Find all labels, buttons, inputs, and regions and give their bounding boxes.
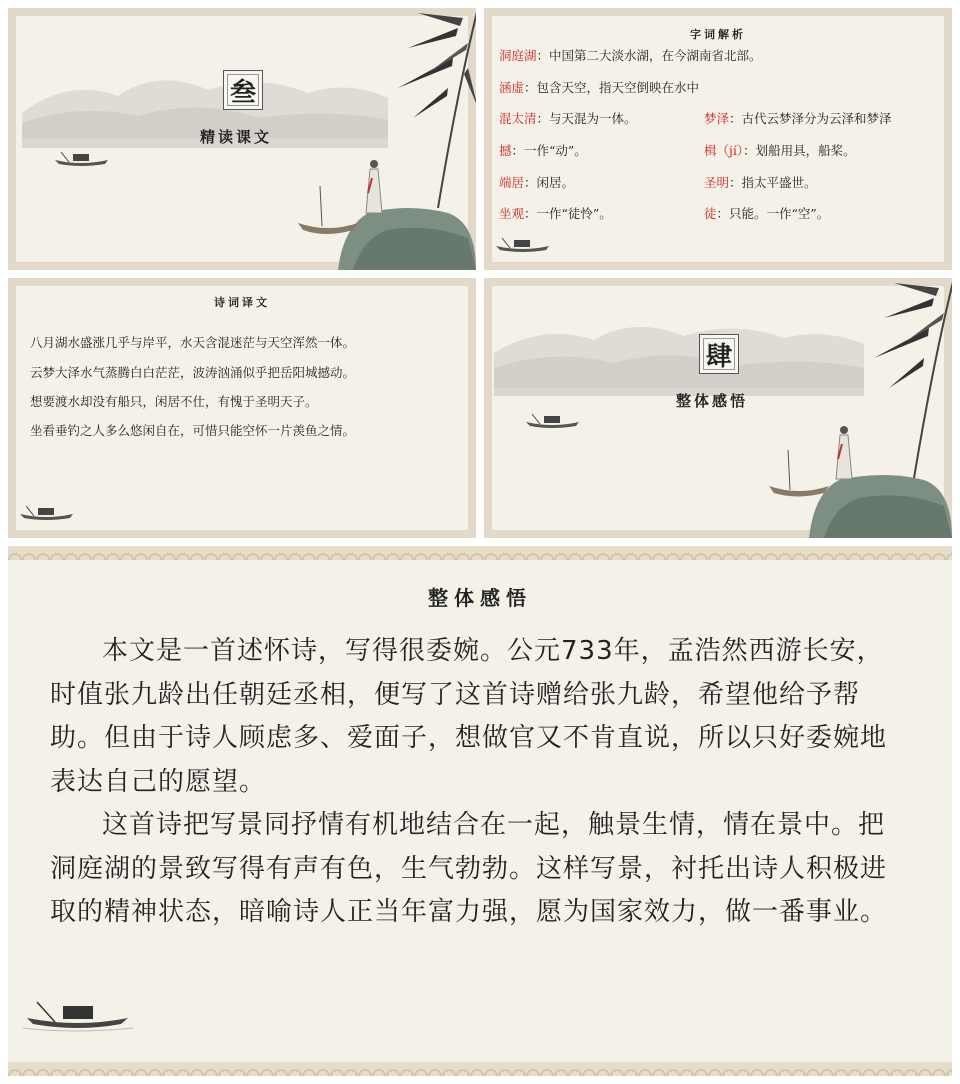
gloss-item (704, 208, 829, 221)
gloss-term: 涵虚 (499, 80, 525, 95)
gloss-term: 混太清 (499, 111, 537, 126)
slide-reflection-cover[interactable] (484, 278, 952, 538)
gloss-term: 撼 (499, 143, 512, 158)
slide-title: 字词解析 (690, 28, 746, 41)
boat-icon (53, 148, 113, 168)
body-text (50, 630, 910, 935)
gloss-term: 坐观 (499, 206, 525, 221)
slide-reflection-content[interactable] (8, 546, 952, 1076)
gloss-text: ：闲居。 (524, 175, 575, 190)
gloss-term: 圣明 (704, 175, 730, 190)
bamboo-icon (844, 278, 952, 478)
gloss-item (499, 145, 587, 158)
gloss-text: ：指太平盛世。 (729, 175, 817, 190)
gloss-text: ：古代云梦泽分为云泽和梦泽 (729, 111, 892, 126)
gloss-text: ：一作“徒怜”。 (524, 206, 612, 221)
slide-title: 整体感悟 (428, 586, 532, 610)
slide-subtitle: 整体感悟 (676, 392, 749, 410)
bottom-wave-border (8, 1062, 952, 1076)
gloss-text: ：只能。一作“空”。 (716, 206, 830, 221)
gloss-term: 徒 (704, 206, 717, 221)
slide-title: 诗词译文 (214, 296, 270, 309)
boat-icon (18, 502, 78, 522)
gloss-item (499, 208, 612, 221)
top-wave-border (8, 546, 952, 560)
seal-character: 叁 (229, 77, 256, 108)
gloss-term: 楫（jí） (704, 143, 744, 158)
gloss-term: 洞庭湖 (499, 48, 537, 63)
translation-line: 八月湖水盛涨几乎与岸平，水天含混迷茫与天空浑然一体。 (30, 335, 356, 350)
paragraph: 本文是一首述怀诗，写得很委婉。公元733年，孟浩然西游长安，时值张九龄出任朝廷丞相，便写了这首诗赠给张九龄，希望他给予帮助。但由于诗人顾虑多、爱面子，想做官又不肯直说，所以只好委婉地表达自己的愿望。 (50, 636, 888, 797)
gloss-text: ：与天混为一体。 (536, 111, 637, 126)
gloss-item (499, 50, 762, 63)
gloss-text: ：包含天空，指天空倒映在水中 (524, 80, 700, 95)
slide-subtitle: 精读课文 (200, 128, 273, 146)
gloss-item (704, 113, 892, 126)
seal-character: 肆 (705, 341, 732, 372)
section-seal (699, 334, 739, 374)
gloss-item (499, 82, 699, 95)
gloss-item (499, 177, 574, 190)
gloss-text: ：中国第二大淡水湖，在今湖南省北部。 (536, 48, 762, 63)
gloss-text: ：一作“动”。 (511, 143, 587, 158)
gloss-text: ：划船用具，船桨。 (743, 143, 856, 158)
boat-icon (23, 994, 133, 1034)
translation-line: 想要渡水却没有船只，闲居不仕，有愧于圣明天子。 (30, 394, 318, 409)
scholar-figure-icon (830, 424, 860, 484)
gloss-term: 梦泽 (704, 111, 730, 126)
boat-icon (524, 410, 584, 430)
gloss-item (704, 177, 817, 190)
slide-reading[interactable] (8, 8, 476, 270)
scholar-figure-icon (360, 158, 390, 218)
gloss-item (704, 145, 856, 158)
paragraph: 这首诗把写景同抒情有机地结合在一起，触景生情，情在景中。把洞庭湖的景致写得有声有色，生气勃勃。这样写景，衬托出诗人积极进取的精神状态，暗喻诗人正当年富力强，愿为国家效力，做一番事业。 (50, 810, 888, 927)
section-seal (223, 70, 263, 110)
translation-line: 云梦大泽水气蒸腾白白茫茫，波涛汹涌似乎把岳阳城撼动。 (30, 365, 356, 380)
translation-line: 坐看垂钓之人多么悠闲自在，可惜只能空怀一片羡鱼之情。 (30, 423, 356, 438)
slide-translation[interactable] (8, 278, 476, 538)
slide-vocabulary[interactable] (484, 8, 952, 270)
boat-icon (494, 234, 554, 254)
gloss-item (499, 113, 637, 126)
gloss-term: 端居 (499, 175, 525, 190)
